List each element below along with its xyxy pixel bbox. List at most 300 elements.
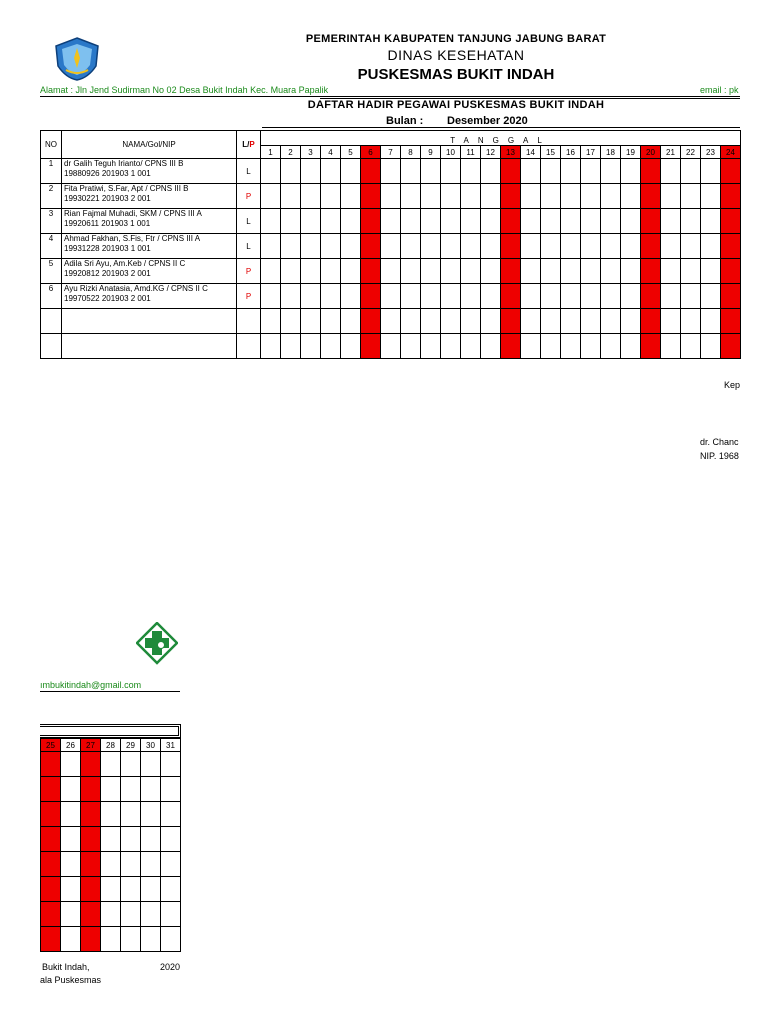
attendance-cell	[441, 334, 461, 359]
attendance-cell	[361, 159, 381, 184]
attendance-cell	[681, 184, 701, 209]
attendance-cell	[341, 284, 361, 309]
attendance-cell	[401, 334, 421, 359]
attendance-cell	[41, 927, 61, 952]
attendance-cell	[621, 334, 641, 359]
attendance-cell	[501, 259, 521, 284]
row-gender: P	[237, 259, 261, 284]
day-number-cell: 3	[301, 146, 321, 159]
employee-nip: 19920812 201903 2 001	[64, 269, 151, 278]
table-row	[41, 234, 741, 259]
attendance-cell	[561, 309, 581, 334]
attendance-cell	[61, 852, 81, 877]
signature-year: 2020	[160, 962, 181, 972]
date-group-header: TANGGAL	[261, 131, 741, 146]
attendance-cell	[601, 159, 621, 184]
attendance-cell	[141, 827, 161, 852]
attendance-cell	[381, 209, 401, 234]
attendance-cell	[721, 259, 741, 284]
header-divider	[40, 96, 740, 97]
attendance-cell	[621, 259, 641, 284]
attendance-cell	[81, 827, 101, 852]
attendance-cell	[641, 234, 661, 259]
day-number-cell: 17	[581, 146, 601, 159]
attendance-cell	[541, 234, 561, 259]
attendance-cell	[461, 334, 481, 359]
row-no: 3	[41, 209, 62, 234]
attendance-cell	[541, 334, 561, 359]
attendance-cell	[321, 309, 341, 334]
attendance-cell	[261, 309, 281, 334]
attendance-cell	[61, 877, 81, 902]
row-gender	[237, 334, 261, 359]
attendance-cell	[281, 309, 301, 334]
document-title: DAFTAR HADIR PEGAWAI PUSKESMAS BUKIT INDAH	[307, 99, 605, 111]
col-lp-header	[237, 131, 261, 159]
attendance-cell	[621, 159, 641, 184]
table-row	[41, 309, 741, 334]
row-gender: P	[237, 184, 261, 209]
attendance-cell	[541, 184, 561, 209]
attendance-cell	[721, 284, 741, 309]
attendance-cell	[681, 259, 701, 284]
attendance-cell	[361, 184, 381, 209]
employee-name: dr Galih Teguh Irianto/ CPNS III B	[64, 159, 184, 168]
attendance-cell	[561, 209, 581, 234]
attendance-cell	[721, 184, 741, 209]
attendance-cell	[641, 209, 661, 234]
attendance-cell	[41, 852, 61, 877]
attendance-cell	[421, 159, 441, 184]
attendance-cell	[561, 234, 581, 259]
page2-header-box-inner	[40, 726, 179, 736]
attendance-table	[40, 130, 741, 359]
col-lp-l: L/	[242, 140, 250, 149]
attendance-cell	[521, 309, 541, 334]
attendance-cell	[621, 309, 641, 334]
attendance-cell	[681, 334, 701, 359]
attendance-cell	[581, 259, 601, 284]
attendance-cell	[701, 284, 721, 309]
attendance-cell	[301, 284, 321, 309]
day-number-cell: 13	[501, 146, 521, 159]
attendance-cell	[121, 877, 141, 902]
attendance-cell	[461, 309, 481, 334]
attendance-cell	[101, 827, 121, 852]
attendance-cell	[381, 159, 401, 184]
row-gender: L	[237, 234, 261, 259]
row-no: 6	[41, 284, 62, 309]
attendance-cell	[481, 309, 501, 334]
attendance-cell	[581, 334, 601, 359]
employee-name: Adila Sri Ayu, Am.Keb / CPNS II C	[64, 259, 186, 268]
table-row	[41, 209, 741, 234]
attendance-cell	[501, 284, 521, 309]
row-name	[62, 234, 237, 259]
signature-place: Bukit Indah,	[42, 962, 90, 972]
table-row	[41, 184, 741, 209]
row-no: 4	[41, 234, 62, 259]
row-no	[41, 334, 62, 359]
attendance-cell	[621, 209, 641, 234]
col-no-header: NO	[41, 131, 62, 159]
attendance-cell	[341, 159, 361, 184]
attendance-cell	[541, 284, 561, 309]
day-number-cell: 27	[81, 739, 101, 752]
attendance-cell	[481, 159, 501, 184]
attendance-cell	[481, 284, 501, 309]
attendance-cell	[641, 184, 661, 209]
day-number-cell: 10	[441, 146, 461, 159]
attendance-cell	[681, 209, 701, 234]
attendance-cell	[381, 259, 401, 284]
attendance-cell	[261, 334, 281, 359]
attendance-cell	[321, 184, 341, 209]
attendance-cell	[141, 777, 161, 802]
attendance-cell	[121, 802, 141, 827]
month-label: Bulan :	[386, 115, 424, 127]
attendance-cell	[301, 209, 321, 234]
table-row	[41, 334, 741, 359]
day-number-cell: 28	[101, 739, 121, 752]
signature-nip-fragment: NIP. 1968	[700, 451, 739, 461]
employee-nip: 19920611 201903 1 001	[64, 219, 151, 228]
day-number-cell: 26	[61, 739, 81, 752]
attendance-cell	[321, 259, 341, 284]
attendance-cell	[641, 284, 661, 309]
day-number-cell: 21	[661, 146, 681, 159]
employee-name: Fita Pratiwi, S.Far, Apt / CPNS III B	[64, 184, 189, 193]
attendance-cell	[101, 802, 121, 827]
attendance-cell	[701, 159, 721, 184]
attendance-cell	[461, 209, 481, 234]
table-row	[41, 284, 741, 309]
attendance-cell	[701, 334, 721, 359]
attendance-cell	[501, 209, 521, 234]
attendance-cell	[301, 159, 321, 184]
attendance-cell	[301, 334, 321, 359]
attendance-cell	[161, 827, 181, 852]
attendance-cell	[661, 259, 681, 284]
attendance-cell	[161, 877, 181, 902]
attendance-cell	[721, 234, 741, 259]
attendance-cell	[61, 827, 81, 852]
day-number-cell: 19	[621, 146, 641, 159]
attendance-cell	[461, 284, 481, 309]
table-row	[41, 852, 181, 877]
attendance-cell	[101, 902, 121, 927]
email-fragment: ımbukitindah@gmail.com	[40, 680, 142, 690]
attendance-cell	[581, 309, 601, 334]
attendance-cell	[421, 184, 441, 209]
attendance-cell	[141, 802, 161, 827]
attendance-cell	[341, 259, 361, 284]
attendance-cell	[281, 159, 301, 184]
attendance-table-continued	[40, 738, 181, 952]
attendance-cell	[521, 209, 541, 234]
attendance-cell	[641, 334, 661, 359]
attendance-cell	[81, 927, 101, 952]
attendance-cell	[301, 259, 321, 284]
employee-nip: 19880926 201903 1 001	[64, 169, 151, 178]
attendance-cell	[321, 234, 341, 259]
attendance-cell	[541, 209, 561, 234]
attendance-cell	[621, 284, 641, 309]
row-no: 5	[41, 259, 62, 284]
row-name	[62, 184, 237, 209]
day-number-cell: 20	[641, 146, 661, 159]
attendance-cell	[701, 309, 721, 334]
attendance-cell	[441, 259, 461, 284]
attendance-cell	[501, 309, 521, 334]
attendance-cell	[141, 752, 161, 777]
attendance-cell	[121, 827, 141, 852]
attendance-cell	[261, 159, 281, 184]
attendance-cell	[401, 184, 421, 209]
attendance-cell	[601, 234, 621, 259]
attendance-cell	[121, 777, 141, 802]
attendance-cell	[381, 184, 401, 209]
day-number-cell: 5	[341, 146, 361, 159]
attendance-cell	[481, 184, 501, 209]
attendance-cell	[661, 334, 681, 359]
attendance-cell	[521, 159, 541, 184]
attendance-cell	[701, 234, 721, 259]
attendance-cell	[581, 184, 601, 209]
attendance-cell	[401, 159, 421, 184]
attendance-cell	[721, 159, 741, 184]
attendance-cell	[521, 259, 541, 284]
row-name	[62, 159, 237, 184]
attendance-cell	[161, 902, 181, 927]
puskesmas-logo-icon	[136, 622, 178, 674]
attendance-cell	[421, 334, 441, 359]
attendance-cell	[601, 209, 621, 234]
attendance-cell	[41, 802, 61, 827]
attendance-cell	[381, 309, 401, 334]
table-row	[41, 259, 741, 284]
attendance-cell	[121, 927, 141, 952]
attendance-cell	[161, 852, 181, 877]
day-number-cell: 12	[481, 146, 501, 159]
attendance-cell	[421, 284, 441, 309]
attendance-cell	[421, 234, 441, 259]
table-header-row	[41, 131, 741, 146]
attendance-cell	[41, 777, 61, 802]
attendance-cell	[661, 309, 681, 334]
attendance-cell	[261, 209, 281, 234]
attendance-cell	[661, 159, 681, 184]
header-email-fragment: email : pk	[700, 85, 739, 95]
attendance-cell	[441, 309, 461, 334]
day-number-cell: 31	[161, 739, 181, 752]
attendance-cell	[141, 927, 161, 952]
attendance-cell	[141, 877, 161, 902]
attendance-cell	[681, 159, 701, 184]
attendance-cell	[41, 827, 61, 852]
attendance-cell	[601, 259, 621, 284]
attendance-cell	[401, 234, 421, 259]
attendance-cell	[341, 209, 361, 234]
attendance-cell	[481, 334, 501, 359]
attendance-cell	[401, 284, 421, 309]
attendance-cell	[121, 852, 141, 877]
attendance-cell	[101, 752, 121, 777]
attendance-cell	[681, 309, 701, 334]
attendance-cell	[461, 159, 481, 184]
employee-name: Ahmad Fakhan, S.Fis, Ftr / CPNS III A	[64, 234, 201, 243]
row-no: 1	[41, 159, 62, 184]
attendance-cell	[321, 334, 341, 359]
attendance-cell	[261, 284, 281, 309]
attendance-cell	[321, 209, 341, 234]
attendance-cell	[581, 284, 601, 309]
attendance-cell	[641, 259, 661, 284]
attendance-cell	[341, 184, 361, 209]
header-clinic: PUSKESMAS BUKIT INDAH	[357, 66, 555, 83]
table-row	[41, 877, 181, 902]
attendance-cell	[361, 309, 381, 334]
attendance-cell	[281, 334, 301, 359]
attendance-cell	[701, 184, 721, 209]
attendance-cell	[421, 209, 441, 234]
table-row	[41, 752, 181, 777]
attendance-cell	[481, 234, 501, 259]
attendance-cell	[641, 159, 661, 184]
attendance-cell	[81, 902, 101, 927]
attendance-cell	[561, 334, 581, 359]
attendance-cell	[81, 852, 101, 877]
attendance-cell	[161, 927, 181, 952]
attendance-cell	[361, 334, 381, 359]
attendance-cell	[81, 777, 101, 802]
attendance-cell	[721, 334, 741, 359]
attendance-cell	[301, 184, 321, 209]
day-number-cell: 23	[701, 146, 721, 159]
attendance-cell	[301, 234, 321, 259]
day-number-cell: 24	[721, 146, 741, 159]
attendance-cell	[141, 852, 161, 877]
employee-nip: 19930221 201903 2 001	[64, 194, 151, 203]
row-name	[62, 284, 237, 309]
month-value: Desember 2020	[447, 115, 528, 127]
row-name	[62, 259, 237, 284]
attendance-cell	[401, 209, 421, 234]
attendance-cell	[501, 184, 521, 209]
attendance-cell	[381, 334, 401, 359]
attendance-cell	[561, 184, 581, 209]
row-gender: L	[237, 159, 261, 184]
attendance-cell	[421, 309, 441, 334]
title-underline	[262, 127, 740, 128]
attendance-cell	[321, 284, 341, 309]
day-number-cell: 29	[121, 739, 141, 752]
row-name	[62, 309, 237, 334]
day-number-cell: 15	[541, 146, 561, 159]
employee-name: Rian Fajmal Muhadi, SKM / CPNS III A	[64, 209, 202, 218]
attendance-cell	[441, 209, 461, 234]
day-number-cell: 8	[401, 146, 421, 159]
attendance-cell	[701, 259, 721, 284]
attendance-cell	[661, 284, 681, 309]
attendance-cell	[501, 159, 521, 184]
day-number-cell: 2	[281, 146, 301, 159]
signature-role-fragment: ala Puskesmas	[40, 975, 102, 985]
day-number-cell: 22	[681, 146, 701, 159]
attendance-cell	[381, 234, 401, 259]
attendance-cell	[61, 802, 81, 827]
employee-name: Ayu Rizki Anatasia, Amd.KG / CPNS II C	[64, 284, 208, 293]
attendance-cell	[581, 209, 601, 234]
day-number-cell: 14	[521, 146, 541, 159]
col-name-header: NAMA/Gol/NIP	[62, 131, 237, 159]
attendance-cell	[521, 234, 541, 259]
attendance-cell	[61, 927, 81, 952]
attendance-cell	[681, 284, 701, 309]
attendance-cell	[601, 284, 621, 309]
row-no	[41, 309, 62, 334]
table-row	[41, 777, 181, 802]
attendance-cell	[621, 184, 641, 209]
attendance-cell	[41, 877, 61, 902]
attendance-cell	[61, 777, 81, 802]
signature-title-fragment: Kep	[724, 380, 741, 390]
attendance-cell	[361, 209, 381, 234]
attendance-cell	[61, 902, 81, 927]
attendance-cell	[701, 209, 721, 234]
row-gender: L	[237, 209, 261, 234]
attendance-cell	[101, 852, 121, 877]
attendance-cell	[641, 309, 661, 334]
attendance-cell	[281, 184, 301, 209]
attendance-cell	[261, 259, 281, 284]
attendance-cell	[381, 284, 401, 309]
attendance-cell	[541, 259, 561, 284]
day-number-cell: 30	[141, 739, 161, 752]
row-no: 2	[41, 184, 62, 209]
attendance-cell	[601, 334, 621, 359]
attendance-cell	[341, 309, 361, 334]
attendance-cell	[501, 234, 521, 259]
day-number-cell: 16	[561, 146, 581, 159]
signature-name-fragment: dr. Chanc	[700, 437, 739, 447]
employee-nip: 19970522 201903 2 001	[64, 294, 151, 303]
attendance-cell	[281, 284, 301, 309]
attendance-cell	[281, 234, 301, 259]
attendance-cell	[541, 309, 561, 334]
attendance-cell	[401, 309, 421, 334]
attendance-cell	[461, 184, 481, 209]
attendance-cell	[421, 259, 441, 284]
attendance-cell	[81, 877, 101, 902]
attendance-cell	[161, 802, 181, 827]
attendance-cell	[681, 234, 701, 259]
attendance-cell	[481, 259, 501, 284]
employee-nip: 19931228 201903 1 001	[64, 244, 151, 253]
attendance-cell	[461, 259, 481, 284]
attendance-cell	[101, 877, 121, 902]
attendance-cell	[521, 184, 541, 209]
attendance-cell	[261, 184, 281, 209]
table-row	[41, 902, 181, 927]
row-gender	[237, 309, 261, 334]
attendance-cell	[101, 927, 121, 952]
attendance-cell	[281, 209, 301, 234]
day-number-cell: 4	[321, 146, 341, 159]
attendance-cell	[101, 777, 121, 802]
attendance-cell	[121, 752, 141, 777]
email-divider	[40, 691, 180, 692]
